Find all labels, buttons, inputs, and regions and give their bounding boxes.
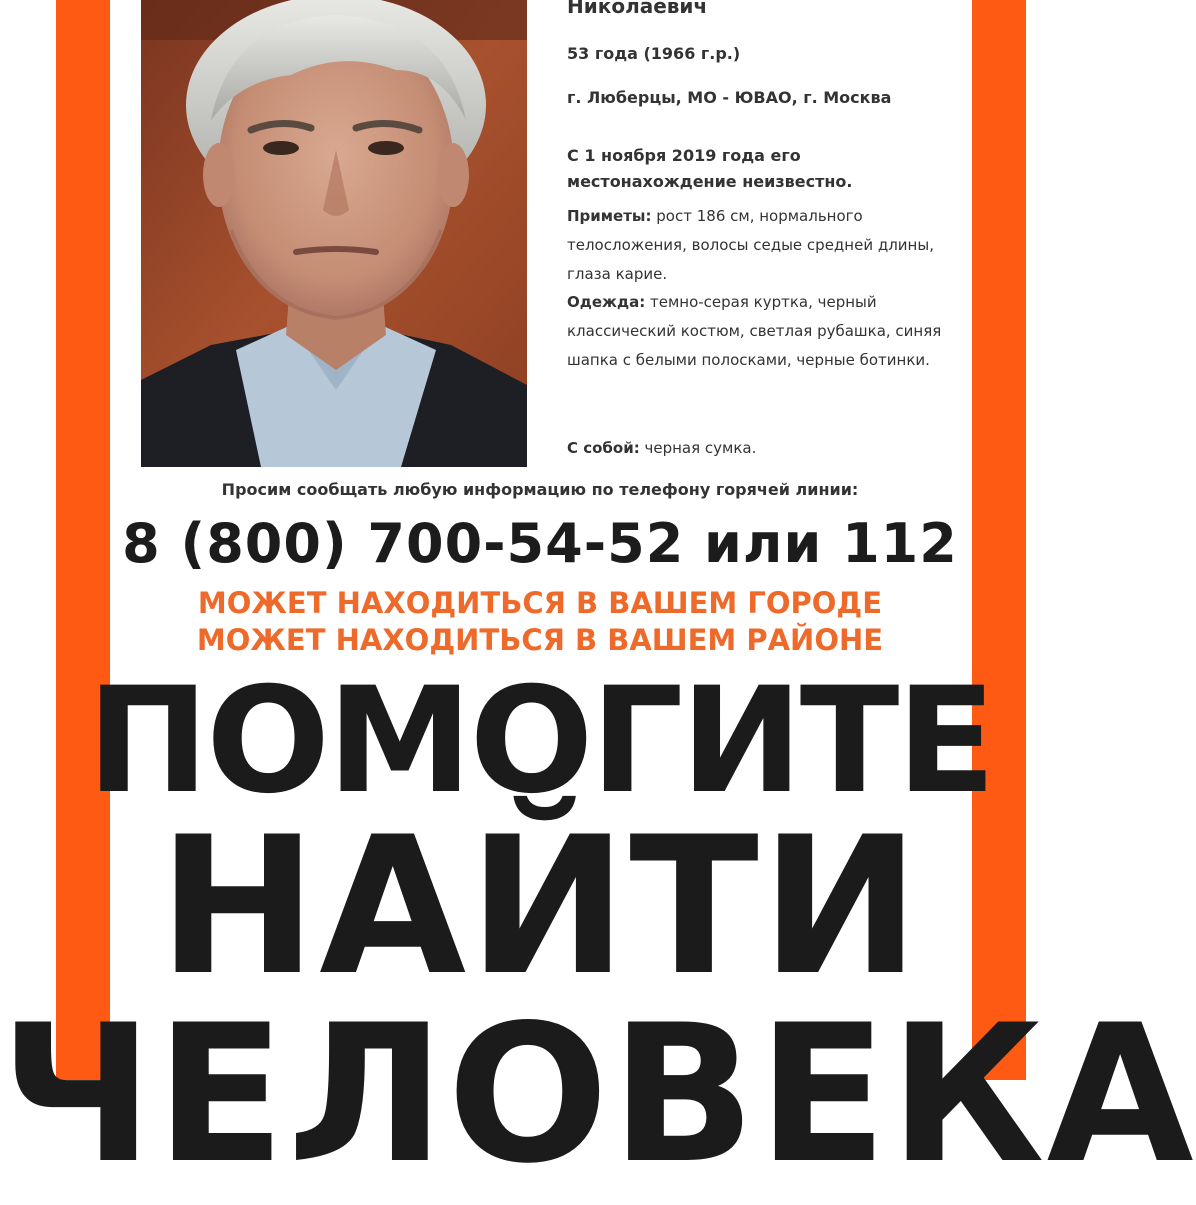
clothes-block bbox=[567, 288, 952, 375]
signs-text: рост 186 см, нормального телосложения, волосы седые средней длины, глаза карие. bbox=[567, 207, 934, 283]
person-photo bbox=[141, 0, 527, 467]
person-location: г. Люберцы, МО - ЮВАО, г. Москва bbox=[567, 88, 892, 107]
signs-block bbox=[567, 202, 952, 289]
person-patronymic: Николаевич bbox=[567, 0, 708, 18]
clothes-label: Одежда: bbox=[567, 293, 646, 311]
headline-find: НАЙТИ bbox=[158, 796, 922, 1017]
bag-label: С собой: bbox=[567, 439, 640, 457]
headline-help: ПОМОГИТЕ bbox=[86, 656, 994, 826]
headline-person: ЧЕЛОВЕКА bbox=[0, 984, 1196, 1205]
notice-district: МОЖЕТ НАХОДИТЬСЯ В ВАШЕМ РАЙОНЕ bbox=[196, 623, 884, 657]
missing-since: С 1 ноября 2019 года его местонахождение неизвестно. bbox=[567, 146, 853, 191]
signs-label: Приметы: bbox=[567, 207, 652, 225]
notice-city: МОЖЕТ НАХОДИТЬСЯ В ВАШЕМ ГОРОДЕ bbox=[197, 586, 883, 620]
bag-block bbox=[567, 434, 952, 463]
hotline-request: Просим сообщать любую информацию по телефону горячей линии: bbox=[221, 480, 859, 499]
hotline-phone: 8 (800) 700-54-52 или 112 bbox=[122, 512, 958, 575]
clothes-text: темно-серая куртка, черный классический костюм, светлая рубашка, синяя шапка с белыми полосками, черные ботинки. bbox=[567, 293, 942, 369]
person-age: 53 года (1966 г.р.) bbox=[567, 44, 741, 63]
bag-text: черная сумка. bbox=[644, 439, 757, 457]
